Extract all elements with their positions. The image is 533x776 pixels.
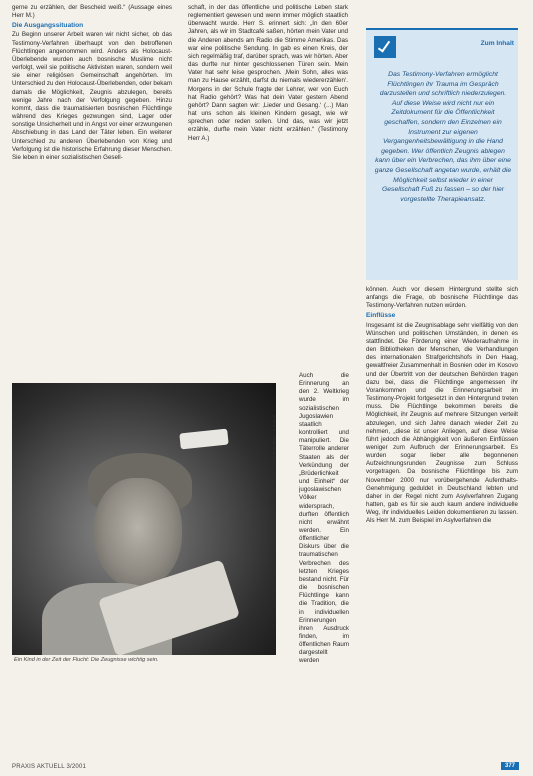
column-2-continued: [299, 372, 349, 667]
callout-box: [366, 28, 518, 280]
photo-caption: Ein Kind in der Zeit der Flucht: Die Zeugnisse wichtig sein.: [14, 657, 159, 663]
column-1: [12, 4, 172, 353]
column-2: [188, 4, 348, 376]
body-text-3: Insgesamt ist die Zeugnisablage sehr vielfältig von den Wünschen und politischen Umständen, in denen es stattfindet. Die Förderung einer Wiederaufnahme in den Bibliotheken der Menschen, die Verhandlungen des internationalen Strafgerichtshofs in Den Haag, gewaltfreier Zusammenhalt in Bosnien oder im Kosovo und der Übertritt von der deutschen Behörden tragen dazu bei, dass die Flüchtlinge angemessen ihr Vorankommen und die Erinnerungsarbeit im Testimony-Projekt fortgesetzt in den Hintergrund treten muss. Die Flüchtlinge bekommen bereits die Möglichkeit, ihr Zeugnis auf mehrere Sitzungen verteilt abzulegen, und sich Jahre danach wieder Zeit zu nehmen, „diese ist unser Anliegen, auf diese Weise führt jedoch die Abhängigkeit von äußeren Einflüssen weniger zum Aufbruch der Erinnerungsarbeit. Es wurden sogar lieber alle begonnenen Aufzeichnungsrunden Zeugnisse zum Schluss vorgetragen. Da bosnische Flüchtlinge bis zum November 2000 nur vorübergehende Aufenthalts-Genehmigung geduldet in Deutschland lebten und daher in der Regel nicht zum Asylverfahren Zugang hatten, gab es für sie auch kaum andere individuelle Weg, ihr individuelles Leiden dokumentieren zu lassen. Als Herr M. zum Beispiel im Asylverfahren die: [366, 321, 518, 525]
body-text-2b: Auch die Erinnerung an den 2. Weltkrieg wurde im sozialistischen Jugoslawien staatlich kontrolliert und manipuliert. Die Täterrolle anderer Staaten als der Verkündung der „Brüderlichkeit und Einheit“ der jugoslawischen Völker widersprach, durften öffentlich nicht erwähnt werden. Ein öffentlicher Diskurs über die traumatischen Verbrechen des letzten Krieges bestand nicht. Für die bosnischen Flüchtlinge kann die Tradition, die in individuellen Erinnerungen ihren Ausdruck finden, im öffentlichen Raum dargestellt werden: [299, 372, 349, 665]
callout-label: Zum Inhalt: [480, 40, 514, 47]
body-text-1: Zu Beginn unserer Arbeit waren wir nicht sicher, ob das Testimony-Verfahren überhaupt von den betroffenen Flüchtlingen angenommen wird. Anders als Holocaust-Überlebende wurden auch bosnische Muslime nicht verfolgt, weil sie politische Aktivisten waren, sondern weil sie einer religiösen Gemeinschaft angehörten. Im Unterschied zu den Holocaust-Überlebenden, oder bekam damals die Möglichkeit, Zeugnis abzulegen, bereits wenige Jahre nach der Verfolgung gegeben. Hinzu kommt, dass die traumatisierten bosnischen Flüchtlinge während des Krieges gezwungen sind, Lager oder sonstige Unsicherheit und in Angst vor einer erzwungenen Abschiebung in das Land der Täter leben. Ein weiterer Unterschied zu anderen Überlebenden von Krieg und Verfolgung ist die historische Erfahrung dieser Menschen. Sie leben in einer sozialistischen Gesell-: [12, 31, 172, 161]
column-3: [366, 286, 518, 751]
page-number: 377: [501, 762, 519, 770]
photo-light: [179, 429, 228, 450]
footer-publication: PRAXIS AKTUELL 3/2001: [12, 764, 87, 770]
body-text-2: schaft, in der das öffentliche und politische Leben stark reglementiert gewesen und wenn immer möglich staatlich überwacht wurde. Herr S. erinnert sich: „In den 60er Jahren, als wir im Stadtcafé saßen, hörten mein Vater und die Anderen abends am Radio die Stimme Amerikas. Das war eine politische Sendung. In gab es einen Kreis, der sich regelmäßig traf, darüber sprach, was wir hörten. Aber das durfte nur hinter geschlossenen Türen sein. Mein Vater hat sehr leise gesprochen. ‚Mein Sohn, alles was man zu Hause erzählt, darfst du niemals wiedererzählen‘. Morgens in der Schule fragte der Lehrer, wer von Euch hat Radio gehört? Was hat dein Vater gestern Abend gehört? Dann sagten wir: ‚Lieder und Gesang.‘ (...) Man hat uns schon als kleinen Kindern gesagt, wie wir sprechen oder reden sollen. Und das, was wir jetzt erzähle, durfte mein Vater nicht erzählen.“ (Testimony Herr A.): [188, 4, 348, 142]
photo-face: [94, 478, 182, 588]
heading-einfluesse: Einflüsse: [366, 312, 396, 320]
boy-photo: [12, 383, 276, 655]
callout-text: Das Testimony-Verfahren ermöglicht Flüchtlingen ihr Trauma im Gespräch darzustellen und schriftlich niederzulegen. Auf diese Weise wird nicht nur ein Zeitdokument für die Öffentlichkeit geschaffen, sondern den Einzelnen ein Instrument zur eigenen Vergangenheitsbewältigung in die Hand gegeben. Wer öffentlich Zeugnis ablegen kann über ein Verbrechen, das ihm über eine ganze Gesellschaft angetan wurde, erhält die Möglichkeit selbst wieder in einer Gesellschaft Fuß zu fassen – so der hier vorgestellte Therapieansatz.: [374, 71, 512, 203]
body-text-3-lead: können. Auch vor diesem Hintergrund stellte sich anfangs die Frage, ob bosnische Flüchtlinge das Testimony-Verfahren nutzen würden.: [366, 286, 518, 310]
intro-quote: gerne zu erzählen, der Bescheid weiß.“ (Aussage eines Herr M.): [12, 4, 172, 20]
heading-ausgangssituation: Die Ausgangssituation: [12, 22, 84, 30]
checkmark-icon: [374, 36, 396, 58]
photo-credit: Foto: Ralf Jäger · Fotograf: [272, 414, 276, 465]
